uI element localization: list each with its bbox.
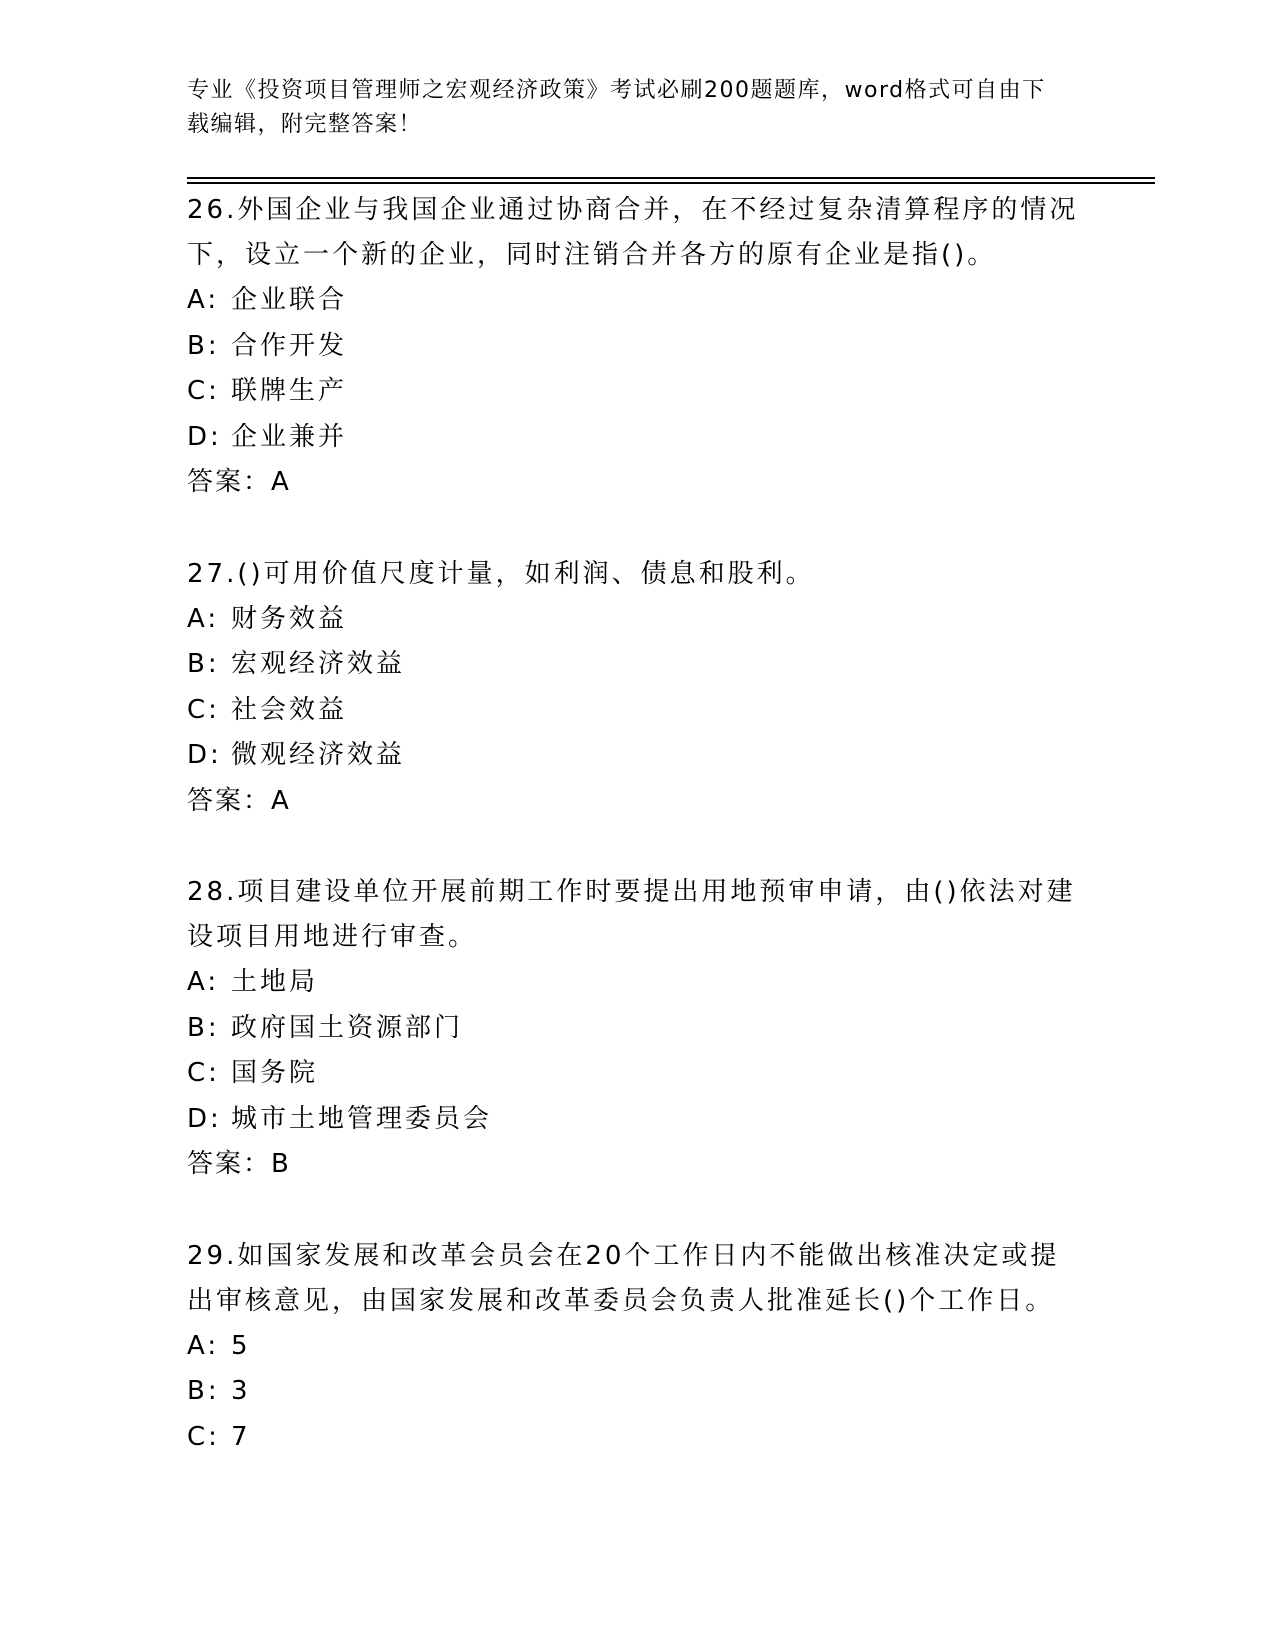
option-text: 宏观经济效益 — [231, 649, 406, 679]
header-intro: 专业《投资项目管理师之宏观经济政策》考试必刷200题题库，word格式可自由下载编辑，附完整答案！ — [187, 78, 1046, 137]
question-28 — [187, 870, 1087, 1188]
option-b — [187, 1369, 1087, 1415]
option-text: 城市土地管理委员会 — [231, 1103, 493, 1134]
answer-line: 答案：A — [187, 467, 291, 497]
option-letter: B: — [187, 1376, 220, 1406]
option-c — [187, 1415, 1087, 1461]
option-text: 7 — [231, 1421, 251, 1452]
option-c — [187, 369, 1087, 415]
question-text: 27.()可用价值尺度计量，如利润、债息和股利。 — [187, 558, 815, 589]
option-letter: B: — [187, 1012, 220, 1043]
option-text: 企业兼并 — [231, 421, 348, 452]
answer-line: 答案：B — [187, 1149, 291, 1179]
option-letter: C: — [187, 694, 220, 725]
option-text: 联牌生产 — [231, 376, 348, 406]
option-a — [187, 597, 1087, 643]
header-divider-top — [187, 177, 1155, 179]
option-b — [187, 324, 1087, 370]
option-text: 国务院 — [231, 1058, 319, 1088]
option-letter: A: — [187, 603, 220, 634]
option-d — [187, 733, 1087, 779]
question-list — [187, 188, 1087, 1506]
option-c — [187, 688, 1087, 734]
option-d — [187, 415, 1087, 461]
option-d — [187, 1097, 1087, 1143]
option-text: 政府国土资源部门 — [231, 1012, 464, 1043]
question-26 — [187, 188, 1087, 506]
option-text: 土地局 — [231, 967, 319, 997]
option-text: 3 — [231, 1376, 251, 1406]
option-letter: A: — [187, 967, 220, 997]
question-29 — [187, 1234, 1087, 1461]
option-letter: C: — [187, 1058, 220, 1088]
option-text: 企业联合 — [231, 285, 348, 315]
option-text: 合作开发 — [231, 330, 348, 361]
option-a — [187, 960, 1087, 1006]
option-b — [187, 1006, 1087, 1052]
question-27 — [187, 552, 1087, 825]
option-a — [187, 1324, 1087, 1370]
question-text: 28.项目建设单位开展前期工作时要提出用地预审申请，由()依法对建设项目用地进行审查。 — [187, 877, 1076, 952]
option-letter: D: — [187, 740, 222, 770]
header-divider-bottom — [187, 182, 1155, 184]
option-text: 财务效益 — [231, 603, 348, 634]
option-letter: D: — [187, 1103, 222, 1134]
option-text: 微观经济效益 — [231, 740, 406, 770]
option-letter: A: — [187, 1330, 220, 1361]
option-a — [187, 278, 1087, 324]
option-c — [187, 1051, 1087, 1097]
option-b — [187, 642, 1087, 688]
option-letter: B: — [187, 649, 220, 679]
answer-line: 答案：A — [187, 785, 291, 816]
option-text: 5 — [231, 1330, 251, 1361]
option-letter: D: — [187, 421, 222, 452]
option-text: 社会效益 — [231, 694, 348, 725]
option-letter: B: — [187, 330, 220, 361]
option-letter: C: — [187, 1421, 220, 1452]
option-letter: C: — [187, 376, 220, 406]
option-letter: A: — [187, 285, 220, 315]
question-text: 29.如国家发展和改革会员会在20个工作日内不能做出核准决定或提出审核意见，由国家发展和改革委员会负责人批准延长()个工作日。 — [187, 1240, 1060, 1316]
document-header — [187, 74, 1067, 142]
question-text: 26.外国企业与我国企业通过协商合并，在不经过复杂清算程序的情况下，设立一个新的企业，同时注销合并各方的原有企业是指()。 — [187, 195, 1079, 270]
